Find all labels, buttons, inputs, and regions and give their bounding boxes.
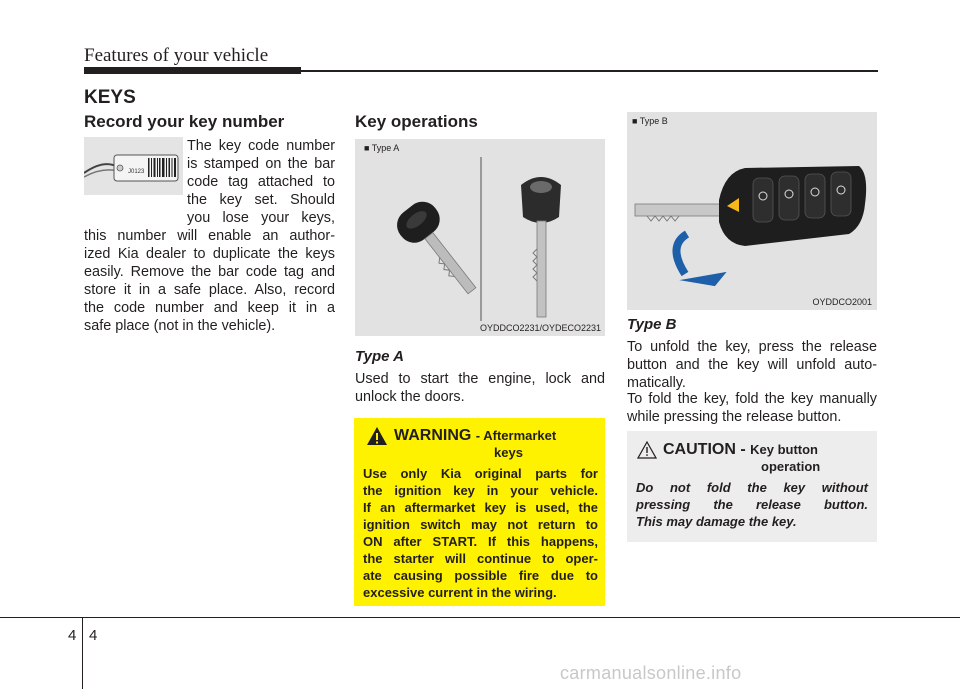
header-bar <box>84 67 301 74</box>
caution-line: Do not fold the key without <box>636 480 868 495</box>
warning-line: the ignition key in your vehicle. <box>363 483 598 498</box>
type-b-line: To unfold the key, press the release <box>627 339 877 355</box>
caution-triangle-icon <box>637 441 657 459</box>
record-heading: Record your key number <box>84 112 285 131</box>
type-a-key-illustration <box>355 153 605 323</box>
type-a-label: ■ Type A <box>364 143 400 153</box>
caution-title <box>663 441 818 459</box>
record-line: is stamped on the bar <box>187 156 335 172</box>
type-b-line: To fold the key, fold the key manually <box>627 391 877 407</box>
warning-triangle-icon <box>366 426 388 446</box>
warning-line: Use only Kia original parts for <box>363 466 598 481</box>
record-line: ized Kia dealer to duplicate the keys <box>84 246 335 262</box>
record-line: this number will enable an author- <box>84 228 335 244</box>
type-a-title: Type A <box>355 348 404 365</box>
warning-line: excessive current in the wiring. <box>363 585 557 600</box>
type-b-para-2 <box>627 390 877 426</box>
type-a-text <box>355 370 605 406</box>
warning-subtitle: - Aftermarket <box>475 428 557 443</box>
warning-box <box>354 418 605 606</box>
warning-line: ignition switch may not return to <box>363 517 598 532</box>
caution-line: pressing the release button. <box>636 497 868 512</box>
type-a-key-image <box>355 139 605 336</box>
section-title: KEYS <box>84 87 136 108</box>
page-number: 4 <box>89 627 98 644</box>
type-b-key-image <box>627 112 877 310</box>
caution-subtitle: Key button <box>750 442 818 457</box>
type-b-label: ■ Type B <box>632 116 668 126</box>
record-line: code tag attached to <box>187 174 335 190</box>
record-line: The key code number <box>187 138 335 154</box>
caution-box <box>627 431 877 542</box>
type-b-line: button and the key will unfold auto- <box>627 357 877 373</box>
warning-body <box>363 465 598 601</box>
page-number-divider <box>82 617 83 689</box>
record-text-narrow <box>187 137 335 227</box>
record-text-wide <box>84 227 335 335</box>
record-line: the code number and keep it in a <box>84 300 335 316</box>
caution-body <box>636 479 868 530</box>
record-line: safe place (not in the vehicle). <box>84 318 276 334</box>
footer-rule <box>0 617 960 618</box>
type-b-key-illustration <box>627 126 877 298</box>
type-a-line: Used to start the engine, lock and <box>355 371 605 387</box>
type-a-image-code: OYDDCO2231/OYDECO2231 <box>479 323 601 333</box>
operations-heading: Key operations <box>355 112 478 131</box>
warning-title <box>394 427 556 445</box>
warning-word: WARNING <box>394 427 472 444</box>
record-line: the key set. Should <box>187 192 335 208</box>
record-line: easily. Remove the bar code tag and <box>84 264 335 280</box>
type-a-line: unlock the doors. <box>355 389 465 405</box>
warning-line: If an aftermarket key is used, the <box>363 500 598 515</box>
warning-subtitle-2: keys <box>494 445 523 460</box>
caution-word: CAUTION - <box>663 441 746 458</box>
tag-code-text: J0123 <box>128 169 145 175</box>
record-line: store it in a safe place. Also, record <box>84 282 335 298</box>
type-b-para-1 <box>627 338 877 392</box>
bar-code-tag-illustration <box>84 137 183 195</box>
type-b-line: while pressing the release button. <box>627 409 842 425</box>
warning-line: ate causing possible fire due to <box>363 568 598 583</box>
type-b-line: matically. <box>627 375 686 391</box>
type-b-image-code: OYDDCO2001 <box>812 297 872 307</box>
type-b-title: Type B <box>627 316 677 333</box>
warning-line: ON after START. If this happens, <box>363 534 598 549</box>
caution-line: This may damage the key. <box>636 514 797 529</box>
header-rule <box>301 70 878 72</box>
bar-code-tag-image <box>84 137 183 195</box>
record-line: you lose your keys, <box>187 210 335 226</box>
caution-subtitle-2: operation <box>761 459 821 474</box>
page-header-title: Features of your vehicle <box>84 45 269 66</box>
watermark: carmanualsonline.info <box>560 663 742 683</box>
warning-line: the starter will continue to oper- <box>363 551 598 566</box>
chapter-number: 4 <box>68 627 77 644</box>
